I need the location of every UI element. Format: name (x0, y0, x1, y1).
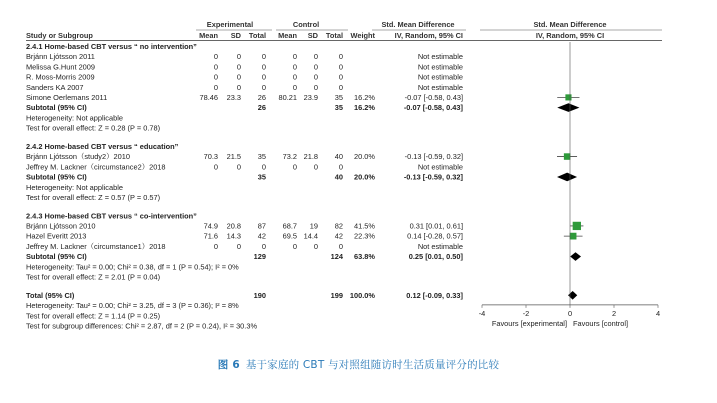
total-ctl-total: 199 (330, 290, 343, 300)
subgroup-3-subtotal-label: Subtotal (95% CI) (26, 252, 87, 262)
header-exp-total: Total (248, 31, 266, 40)
subgroup-1-study-1-exp-total: 0 (261, 52, 266, 62)
total-ci-text: 0.12 [-0.09, 0.33] (406, 290, 463, 300)
subgroup-3-study-2-name: Hazel Everitt 2013 (26, 231, 87, 241)
subgroup-3-study-3-ctl-total: 0 (338, 241, 343, 251)
subgroup-1-study-3-exp-mean: 0 (213, 72, 218, 82)
subgroup-1-study-2-ctl-sd: 0 (313, 62, 318, 72)
subgroup-3-study-3-exp-mean: 0 (213, 241, 218, 251)
total-weight: 100.0% (349, 290, 375, 300)
subgroup-1-study-4-name: Sanders KA 2007 (26, 82, 84, 92)
subgroup-1-study-2-exp-total: 0 (261, 62, 266, 72)
subgroup-1-study-1-ci-text: Not estimable (417, 52, 463, 62)
header-ctl-total: Total (325, 31, 343, 40)
subgroup-2-subtotal-diamond (557, 173, 577, 182)
subgroup-1-study-5-ctl-total: 35 (334, 93, 343, 102)
subgroup-2-study-1-ctl-sd: 21.8 (303, 152, 318, 162)
subgroup-2-subtotal-label: Subtotal (95% CI) (26, 172, 87, 182)
subgroup-1-study-1-ctl-sd: 0 (313, 52, 318, 62)
subgroup-3-study-2-ctl-total: 42 (334, 231, 343, 241)
subgroup-1-study-1-exp-mean: 0 (213, 52, 218, 62)
subgroup-3-study-3-ci-text: Not estimable (417, 241, 463, 251)
subgroup-3-title: 2.4.3 Home-based CBT versus “ co-intervention” (26, 211, 197, 221)
subgroup-1-study-3-ctl-total: 0 (338, 72, 343, 82)
total-exp-total: 190 (253, 290, 266, 300)
x-tick-label-3: 0 (567, 308, 573, 318)
subgroup-2-subtotal-ctl-total: 40 (334, 172, 343, 182)
subgroup-3-study-3-exp-sd: 0 (236, 241, 241, 251)
subgroup-1-study-3-exp-total: 0 (261, 72, 266, 82)
x-tick-label-2: -2 (522, 308, 530, 318)
subgroup-1-study-4-ci-text: Not estimable (417, 82, 463, 92)
header-ctl-sd: SD (307, 31, 318, 40)
subgroup-3-study-2-weight: 22.3% (354, 231, 375, 241)
subgroup-1-study-3-name: R. Moss-Morris 2009 (26, 72, 95, 82)
x-label-left: Favours [experimental] (491, 318, 567, 328)
subgroup-2-study-2-ctl-sd: 0 (313, 162, 318, 172)
subgroup-3-study-2-ctl-sd: 14.4 (303, 231, 318, 241)
subgroup-2-title: 2.4.2 Home-based CBT versus “ education” (26, 141, 179, 151)
subgroup-3-study-3-name: Jeffrey M. Lackner（circumstance1）2018 (26, 241, 166, 251)
subgroup-1-study-5-weight: 16.2% (354, 93, 375, 102)
subgroup-1-subtotal-ci-text: -0.07 [-0.58, 0.43] (403, 103, 463, 113)
subgroup-3-subtotal-weight: 63.8% (354, 252, 375, 262)
subgroup-2-study-1-ctl-mean: 73.2 (282, 152, 297, 162)
subgroup-1-subtotal-ctl-total: 35 (334, 103, 343, 113)
subgroup-1-study-2-ctl-mean: 0 (292, 62, 297, 72)
subgroup-1-study-3-ctl-sd: 0 (313, 72, 318, 82)
total-diamond (568, 291, 577, 300)
figure-caption (0, 357, 717, 372)
subgroup-1-study-3-ctl-mean: 0 (292, 72, 297, 82)
subgroup-3-study-1-exp-sd: 20.8 (226, 221, 241, 231)
subgroup-3-study-2-exp-sd: 14.3 (226, 231, 241, 241)
subgroup-2-study-2-exp-sd: 0 (236, 162, 241, 172)
subgroup-2-study-2-ctl-mean: 0 (292, 162, 297, 172)
subgroup-1-study-3-ci-text: Not estimable (417, 72, 463, 82)
subgroup-2-subtotal-exp-total: 35 (257, 172, 266, 182)
subgroup-1-study-2-exp-mean: 0 (213, 62, 218, 72)
x-label-right: Favours [control] (573, 318, 629, 328)
subgroup-3-study-1-ctl-mean: 68.7 (282, 221, 297, 231)
subgroup-3-study-1-ci-text: 0.31 [0.01, 0.61] (409, 221, 463, 231)
header-experimental: Experimental (206, 20, 254, 29)
subgroup-3-study-2-ci-text: 0.14 [-0.28, 0.57] (407, 231, 463, 241)
x-tick-label-5: 4 (655, 308, 661, 318)
subgroup-1-subtotal-label: Subtotal (95% CI) (26, 103, 87, 113)
subgroup-1-study-3-exp-sd: 0 (236, 72, 241, 82)
subgroup-3-study-2-marker (570, 233, 577, 240)
subgroup-1-overall-test: Test for overall effect: Z = 0.28 (P = 0.78) (26, 123, 161, 133)
subgroup-1-study-4-exp-mean: 0 (213, 82, 218, 92)
subgroup-1-heterogeneity: Heterogeneity: Not applicable (26, 113, 123, 123)
subgroup-2-heterogeneity: Heterogeneity: Not applicable (26, 182, 123, 192)
subgroup-1-study-1-ctl-total: 0 (338, 52, 343, 62)
subgroup-3-study-1-marker (573, 222, 581, 230)
subgroup-1-study-5-exp-sd: 23.3 (226, 93, 241, 102)
subgroup-1-study-1-name: Brjánn Ljótsson 2011 (26, 52, 95, 62)
header-plot-title: Std. Mean Difference (533, 20, 607, 29)
subgroup-1-study-2-ctl-total: 0 (338, 62, 343, 72)
subgroup-3-subtotal-diamond (570, 252, 581, 261)
subgroup-3-study-1-weight: 41.5% (354, 221, 375, 231)
subgroup-2-study-1-exp-mean: 70.3 (203, 152, 218, 162)
subgroup-3-study-3-exp-total: 0 (261, 241, 266, 251)
subgroup-3-study-1-exp-total: 87 (257, 221, 266, 231)
subgroup-1-study-4-ctl-total: 0 (338, 82, 343, 92)
subgroup-1-study-2-ci-text: Not estimable (417, 62, 463, 72)
total-label: Total (95% CI) (26, 290, 75, 300)
subgroup-1-study-5-ctl-mean: 80.21 (278, 93, 297, 102)
subgroup-3-subtotal-exp-total: 129 (253, 252, 266, 262)
subgroup-1-study-2-name: Melissa G.Hunt 2009 (26, 62, 96, 72)
subgroup-2-study-1-ci-text: -0.13 [-0.59, 0.32] (404, 152, 463, 162)
header-weight: Weight (350, 31, 375, 40)
subgroup-2-study-1-marker (564, 153, 571, 160)
subgroup-2-study-2-exp-total: 0 (261, 162, 266, 172)
subgroup-3-study-2-exp-total: 42 (257, 231, 266, 241)
subgroup-3-study-1-ctl-sd: 19 (309, 221, 318, 231)
x-tick-label-4: 2 (611, 308, 617, 318)
subgroup-1-subtotal-exp-total: 26 (257, 103, 266, 113)
subgroup-1-study-4-exp-total: 0 (261, 82, 266, 92)
subgroup-1-study-4-ctl-mean: 0 (292, 82, 297, 92)
subgroup-3-study-2-exp-mean: 71.6 (203, 231, 218, 241)
subgroup-1-study-5-name: Simone Oerlemans 2011 (26, 93, 108, 102)
subgroup-2-study-1-weight: 20.0% (354, 152, 375, 162)
subgroup-3-study-1-name: Brjánn Ljótsson 2010 (26, 221, 96, 231)
figure-label: 图 6 (217, 359, 240, 371)
header-ctl-mean: Mean (278, 31, 297, 40)
subgroup-2-study-1-exp-sd: 21.5 (226, 152, 241, 162)
subgroup-1-study-5-exp-mean: 78.46 (199, 93, 218, 102)
subgroup-3-study-3-ctl-sd: 0 (313, 241, 318, 251)
subgroup-3-study-1-ctl-total: 82 (334, 221, 343, 231)
subgroup-3-study-3-ctl-mean: 0 (292, 241, 297, 251)
subgroup-3-overall-test: Test for overall effect: Z = 2.01 (P = 0.04) (26, 272, 161, 282)
header-smd-sub: IV, Random, 95% CI (394, 31, 463, 40)
total-heterogeneity: Heterogeneity: Tau² = 0.00; Chi² = 3.25, df = 3 (P = 0.36); I² = 8% (26, 301, 239, 311)
subgroup-2-study-1-exp-total: 35 (257, 152, 266, 162)
subgroup-2-study-2-ci-text: Not estimable (417, 162, 463, 172)
total-overall-test: Test for overall effect: Z = 1.14 (P = 0.25) (26, 311, 161, 321)
subgroup-2-study-2-exp-mean: 0 (213, 162, 218, 172)
header-smd-title: Std. Mean Difference (381, 20, 455, 29)
figure-caption-text: 基于家庭的 CBT 与对照组随访时生活质量评分的比较 (245, 359, 500, 371)
subgroup-3-subtotal-ctl-total: 124 (330, 252, 343, 262)
header-exp-sd: SD (230, 31, 241, 40)
subgroup-3-heterogeneity: Heterogeneity: Tau² = 0.00; Chi² = 0.38, df = 1 (P = 0.54); I² = 0% (26, 262, 239, 272)
subgroup-1-study-1-ctl-mean: 0 (292, 52, 297, 62)
subgroup-1-study-5-marker (565, 94, 571, 100)
subgroup-2-study-1-ctl-total: 40 (334, 152, 343, 162)
subgroup-1-study-4-ctl-sd: 0 (313, 82, 318, 92)
subgroup-1-study-5-exp-total: 26 (257, 93, 266, 102)
subgroup-3-study-2-ctl-mean: 69.5 (282, 231, 297, 241)
subgroup-1-study-5-ci-text: -0.07 [-0.58, 0.43] (404, 93, 463, 102)
subgroup-2-study-2-ctl-total: 0 (338, 162, 343, 172)
total-subgroup-test: Test for subgroup differences: Chi² = 2.87, df = 2 (P = 0.24), I² = 30.3% (26, 321, 258, 331)
subgroup-3-study-1-exp-mean: 74.9 (203, 221, 218, 231)
header-exp-mean: Mean (199, 31, 218, 40)
subgroup-2-subtotal-ci-text: -0.13 [-0.59, 0.32] (403, 172, 463, 182)
subgroup-1-subtotal-weight: 16.2% (354, 103, 375, 113)
subgroup-1-subtotal-diamond (557, 103, 579, 112)
subgroup-2-overall-test: Test for overall effect: Z = 0.57 (P = 0.57) (26, 192, 161, 202)
header-plot-sub: IV, Random, 95% CI (535, 31, 605, 40)
subgroup-1-study-1-exp-sd: 0 (236, 52, 241, 62)
x-tick-label-1: -4 (478, 308, 486, 318)
subgroup-2-subtotal-weight: 20.0% (354, 172, 375, 182)
subgroup-1-study-4-exp-sd: 0 (236, 82, 241, 92)
subgroup-1-title: 2.4.1 Home-based CBT versus “ no intervention” (26, 42, 197, 51)
subgroup-2-study-2-name: Jeffrey M. Lackner（circumstance2）2018 (26, 162, 166, 172)
header-control: Control (292, 20, 320, 29)
subgroup-1-study-2-exp-sd: 0 (236, 62, 241, 72)
subgroup-1-study-5-ctl-sd: 23.9 (303, 93, 318, 102)
subgroup-3-subtotal-ci-text: 0.25 [0.01, 0.50] (408, 252, 463, 262)
header-study: Study or Subgroup (26, 31, 93, 40)
subgroup-2-study-1-name: Brjánn Ljótsson（study2）2010 (26, 152, 130, 162)
